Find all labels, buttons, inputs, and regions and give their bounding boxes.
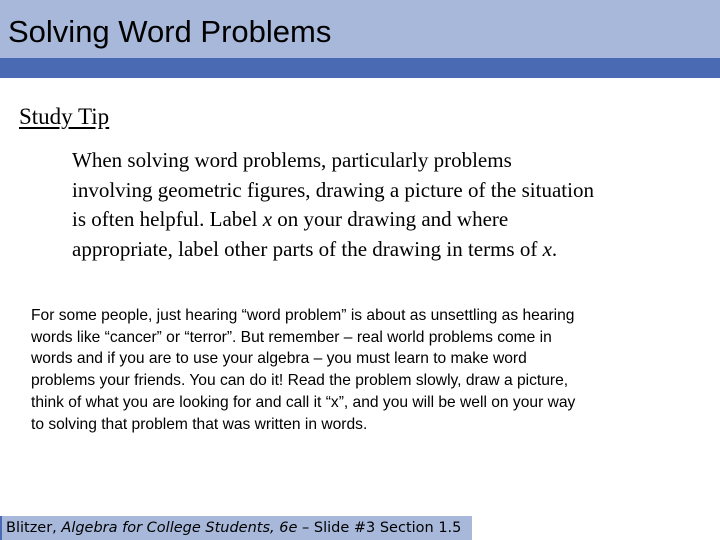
footer-author: Blitzer, (6, 520, 62, 536)
variable-x: x (542, 236, 552, 261)
title-bar (0, 0, 720, 58)
study-tip-body (72, 146, 702, 264)
paragraph-line: to solving that problem that was written in words. (31, 415, 368, 433)
paragraph-line: words and if you are to use your algebra – you must learn to make word (31, 350, 527, 368)
slide-title: Solving Word Problems (8, 14, 332, 49)
study-tip-heading: Study Tip (19, 104, 110, 129)
paragraph-line: problems your friends. You can do it! Read the problem slowly, draw a picture, (31, 372, 569, 390)
paragraph-line: For some people, just hearing “word problem” is about as unsettling as hearing (31, 307, 575, 324)
study-tip-text: is often helpful. Label (72, 207, 263, 231)
encouragement-paragraph (31, 305, 691, 435)
footer-slide-info: – Slide #3 Section 1.5 (297, 520, 462, 536)
study-tip-text: appropriate, label other parts of the drawing in terms of (72, 236, 543, 261)
study-tip-line (72, 235, 702, 265)
study-tip-text: on your drawing and where (272, 207, 509, 231)
footer-accent-line (0, 516, 2, 540)
paragraph-line: think of what you are looking for and call it “x”, and you will be well on your way (31, 393, 576, 411)
footer-citation (6, 520, 461, 536)
footer-book-title: Algebra for College Students, 6e (61, 520, 298, 536)
study-tip-line (72, 205, 702, 235)
study-tip-text: . (551, 236, 558, 261)
study-tip-line: When solving word problems, particularly problems (72, 148, 512, 172)
paragraph-line: words like “cancer” or “terror”. But remember – real world problems come in (31, 328, 552, 346)
variable-x: x (262, 207, 273, 231)
title-stripe (0, 58, 720, 78)
study-tip-line: involving geometric figures, drawing a picture of the situation (72, 177, 594, 202)
